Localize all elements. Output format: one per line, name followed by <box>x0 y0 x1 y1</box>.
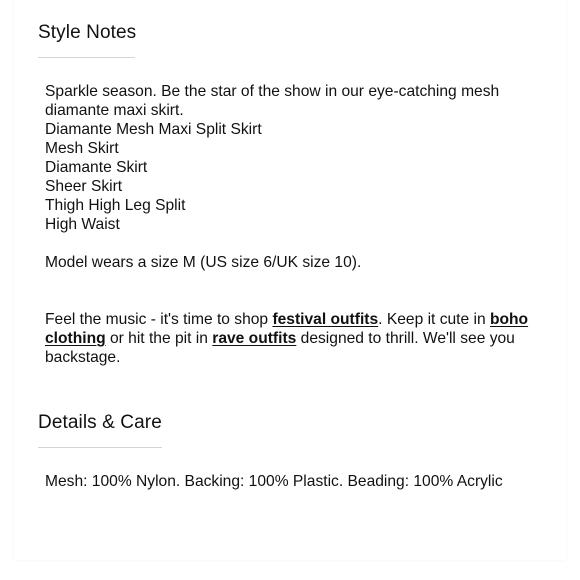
feature-item: High Waist <box>45 216 120 233</box>
promo-text: . Keep it cute in <box>378 311 490 328</box>
style-notes-divider <box>38 57 135 58</box>
rave-outfits-link[interactable]: rave outfits <box>212 330 297 347</box>
composition-text: Mesh: 100% Nylon. Backing: 100% Plastic. Beading: 100% Acrylic <box>45 473 503 490</box>
model-size-info: Model wears a size M (US size 6/UK size 10). <box>45 254 362 271</box>
promo-text: designed to thrill. We'll see you backstage. <box>45 330 515 366</box>
feature-item: Sheer Skirt <box>45 178 123 195</box>
festival-outfits-link[interactable]: festival outfits <box>272 311 379 328</box>
details-care-divider <box>38 447 162 448</box>
feature-list <box>45 120 535 234</box>
feature-item: Diamante Skirt <box>45 159 148 176</box>
boho-clothing-link[interactable]: boho clothing <box>45 311 529 347</box>
feature-item: Diamante Mesh Maxi Split Skirt <box>45 121 262 138</box>
style-notes-intro: Sparkle season. Be the star of the show in our eye-catching mesh diamante maxi skirt. <box>45 83 500 119</box>
promo-text: or hit the pit in <box>105 330 213 347</box>
details-care-heading: Details & Care <box>38 412 162 433</box>
feature-item: Thigh High Leg Split <box>45 197 186 214</box>
promo-paragraph <box>45 310 535 367</box>
style-notes-body <box>45 82 535 367</box>
promo-text: Feel the music - it's time to shop <box>45 311 273 328</box>
feature-item: Mesh Skirt <box>45 140 119 157</box>
style-notes-heading: Style Notes <box>38 22 137 43</box>
details-care-body <box>45 472 535 491</box>
